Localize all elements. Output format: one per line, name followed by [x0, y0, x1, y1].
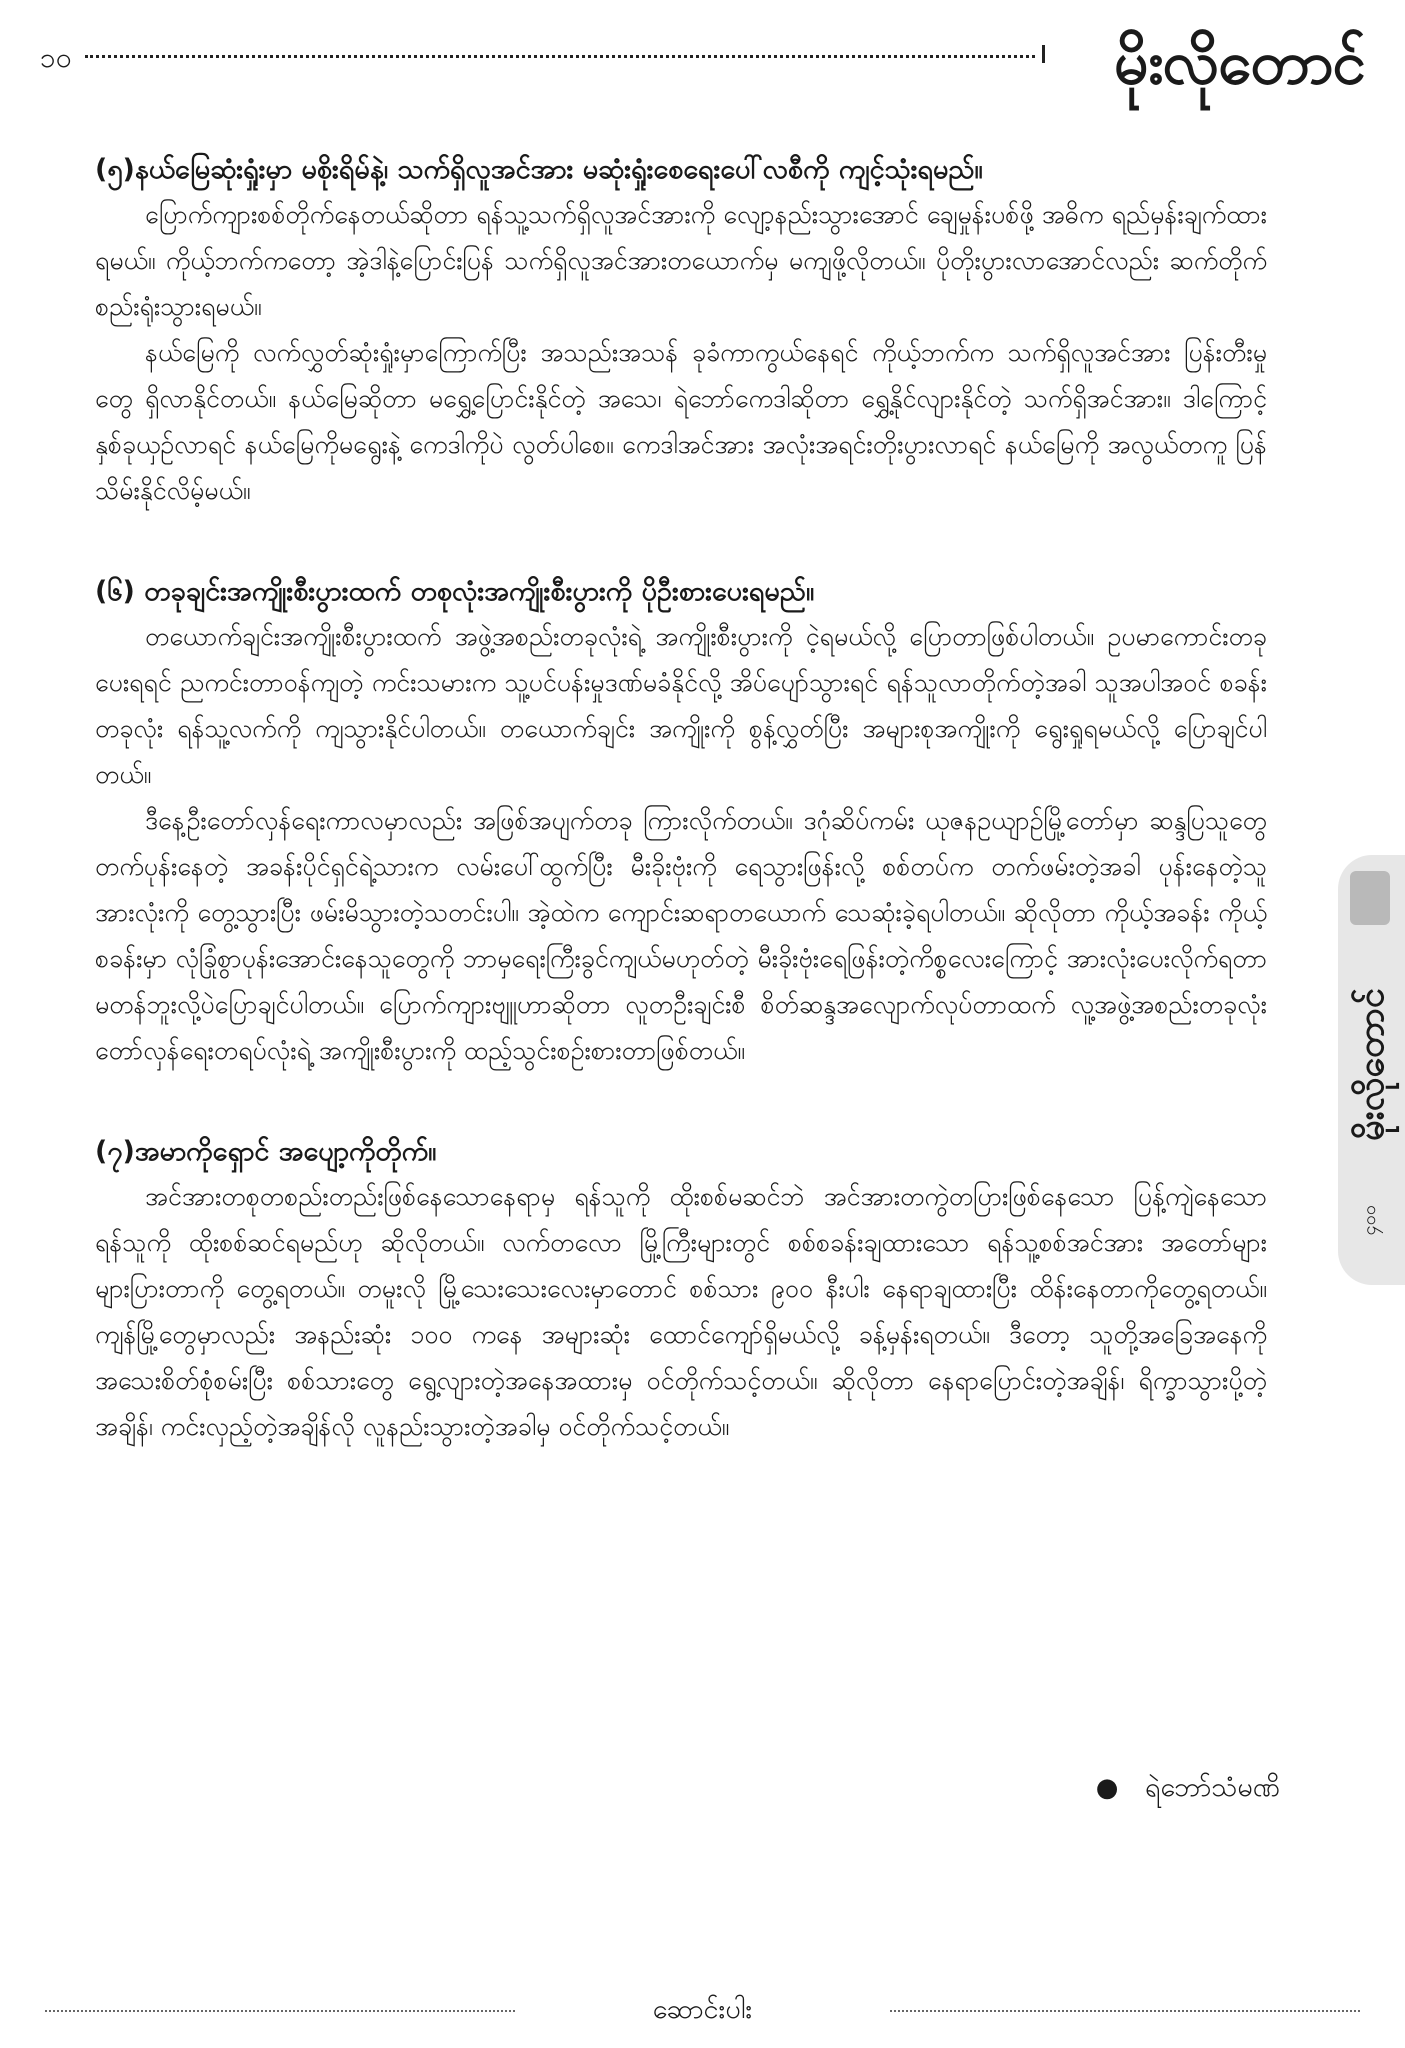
paragraph: ဒီနေ့ဦးတော်လှန်ရေးကာလမှာလည်း အဖြစ်အပျက်တခု ကြားလိုက်တယ်။ ဒဂုံဆိပ်ကမ်း ယုဇနဥယျာဉ်မြို့တော်မှာ ဆန္ဒပြသူတွေ တက်ပုန်းနေတဲ့ အခန်းပိုင်ရှင်ရဲ့သားက လမ်းပေါ်ထွက်ပြီး မီးခိုးဗုံးကို ရေသွားဖြန်းလို့ စစ်တပ်က တက်ဖမ်းတဲ့အခါ ပုန်းနေတဲ့သူအားလုံးကို တွေ့သွားပြီး ဖမ်းမိသွားတဲ့သတင်းပါ။ အဲ့ထဲက ကျောင်းဆရာတယောက် သေဆုံးခဲ့ရပါတယ်။ ဆိုလိုတာ ကိုယ့်အခန်း ကိုယ့်စခန်းမှာ လုံခြုံစွာပုန်းအောင်းနေသူတွေကို ဘာမှရေးကြီးခွင်ကျယ်မဟုတ်တဲ့ မီးခိုးဗုံးရေဖြန်းတဲ့ကိစ္စလေးကြောင့် အားလုံးပေးလိုက်ရတာ မတန်ဘူးလို့ပဲပြောချင်ပါတယ်။ ပြောက်ကျားဗျူဟာဆိုတာ လူတဦးချင်းစီ စိတ်ဆန္ဒအလျောက်လုပ်တာထက် လူ့အဖွဲ့အစည်းတခုလုံး တော်လှန်ရေးတရပ်လုံးရဲ့ အကျိုးစီးပွားကို ထည့်သွင်းစဉ်းစားတာဖြစ်တယ်။ [95, 806, 1267, 1065]
section-6 [95, 572, 1267, 1074]
section-heading: (၆) တခုချင်းအကျိုးစီးပွားထက် တစုလုံးအကျိုးစီးပွားကို ပိုဦးစားပေးရမည်။ [95, 576, 815, 607]
paragraph: နယ်မြေကို လက်လွှတ်ဆုံးရှုံးမှာကြောက်ပြီး အသည်းအသန် ခုခံကာကွယ်နေရင် ကိုယ့်ဘက်က သက်ရှိလူအင်အား ပြန်းတီးမှုတွေ ရှိလာနိုင်တယ်။ နယ်မြေဆိုတာ မရွှေ့ပြောင်းနိုင်တဲ့ အသေ၊ ရဲဘော်ကေဒါဆိုတာ ရွှေ့နိုင်လျားနိုင်တဲ့ သက်ရှိအင်အား။ ဒါကြောင့် နှစ်ခုယှဉ်လာရင် နယ်မြေကိုမရွေးနဲ့ ကေဒါကိုပဲ လွတ်ပါစေ။ ကေဒါအင်အား အလုံးအရင်းတိုးပွားလာရင် နယ်မြေကို အလွယ်တကူ ပြန်သိမ်းနိုင်လိမ့်မယ်။ [95, 338, 1267, 505]
page-header [40, 25, 1365, 105]
section-heading: (၇)အမာကိုရှောင် အပျော့ကိုတိုက်။ [95, 1136, 437, 1167]
paragraph: အင်အားတစုတစည်းတည်းဖြစ်နေသောနေရာမှ ရန်သူကို ထိုးစစ်မဆင်ဘဲ အင်အားတကွဲတပြားဖြစ်နေသော ပြန့်ကျဲနေသောရန်သူကို ထိုးစစ်ဆင်ရမည်ဟု ဆိုလိုတယ်။ လက်တလော မြို့ကြီးများတွင် စစ်စခန်းချထားသော ရန်သူ့စစ်အင်အား အတော်များများပြားတာကို တွေ့ရတယ်။ တမူးလို မြို့သေးသေးလေးမှာတောင် စစ်သား ၉၀၀ နီးပါး နေရာချထားပြီး ထိန်းနေတာကိုတွေ့ရတယ်။ ကျန်မြို့တွေမှာလည်း အနည်းဆုံး ၁၀၀ ကနေ အများဆုံး ထောင်ကျော်ရှိမယ်လို့ ခန့်မှန်းရတယ်။ ဒီတော့ သူတို့အခြေအနေကို အသေးစိတ်စုံစမ်းပြီး စစ်သားတွေ ရွေ့လျားတဲ့အနေအထားမှ ဝင်တိုက်သင့်တယ်။ ဆိုလိုတာ နေရာပြောင်းတဲ့အချိန်၊ ရိက္ခာသွားပို့တဲ့အချိန်၊ ကင်းလှည့်တဲ့အချိန်လို လူနည်းသွားတဲ့အခါမှ ဝင်တိုက်သင့်တယ်။ [95, 1182, 1267, 1441]
magazine-logo: မိုးလိုတောင် [1114, 28, 1365, 98]
fist-icon [1350, 871, 1390, 925]
page-number: ၁၀ [40, 41, 72, 74]
section-heading: (၅)နယ်မြေဆုံးရှုံးမှာ မစိုးရိမ်နဲ့၊ သက်ရှိလူအင်အား မဆုံးရှုံးစေရေးပေါ်လစီကို ကျင့်သုံးရမည်။ [95, 154, 983, 185]
article-body [95, 150, 1267, 1508]
footer-label: ဆောင်းပါး [652, 1994, 753, 2025]
header-rule-end [1042, 45, 1045, 63]
page-footer [40, 1990, 1365, 2030]
paragraph: တယောက်ချင်းအကျိုးစီးပွားထက် အဖွဲ့အစည်းတခုလုံးရဲ့ အကျိုးစီးပွားကို ငဲ့ရမယ်လို့ ပြောတာဖြစ်ပါတယ်။ ဥပမာကောင်းတခုပေးရရင် ညကင်းတာဝန်ကျတဲ့ ကင်းသမားက သူ့ပင်ပန်းမှုဒဏ်မခံနိုင်လို့ အိပ်ပျော်သွားရင် ရန်သူလာတိုက်တဲ့အခါ သူအပါအဝင် စခန်းတခုလုံး ရန်သူ့လက်ကို ကျသွားနိုင်ပါတယ်။ တယောက်ချင်း အကျိုးကို စွန့်လွှတ်ပြီး အများစုအကျိုးကို ရွေးရှုရမယ်လို့ ပြောချင်ပါတယ်။ [95, 622, 1267, 789]
header-dotted-rule [85, 55, 1035, 58]
issue-number: ၄၀၀ [1359, 1205, 1380, 1236]
section-7 [95, 1132, 1267, 1450]
section-5 [95, 150, 1267, 514]
author-byline [1096, 1768, 1280, 1808]
paragraph: ပြောက်ကျားစစ်တိုက်နေတယ်ဆိုတာ ရန်သူ့သက်ရှိလူအင်အားကို လျော့နည်းသွားအောင် ချေမှုန်းပစ်ဖို့ အဓိက ရည်မှန်းချက်ထားရမယ်။ ကိုယ့်ဘက်ကတော့ အဲ့ဒါနဲ့ပြောင်းပြန် သက်ရှိလူအင်အားတယောက်မှ မကျဖို့လိုတယ်။ ပိုတိုးပွားလာအောင်လည်း ဆက်တိုက်စည်းရုံးသွားရမယ်။ [95, 200, 1267, 321]
side-logo: မိုးလိုတောင် [1351, 988, 1392, 1142]
footer-dotted-rule-right [890, 2010, 1360, 2012]
author-name: ရဲဘော်သံမဏိ [1145, 1772, 1280, 1803]
side-tab [1338, 855, 1405, 1285]
bullet-icon: ● [1095, 1773, 1119, 1803]
